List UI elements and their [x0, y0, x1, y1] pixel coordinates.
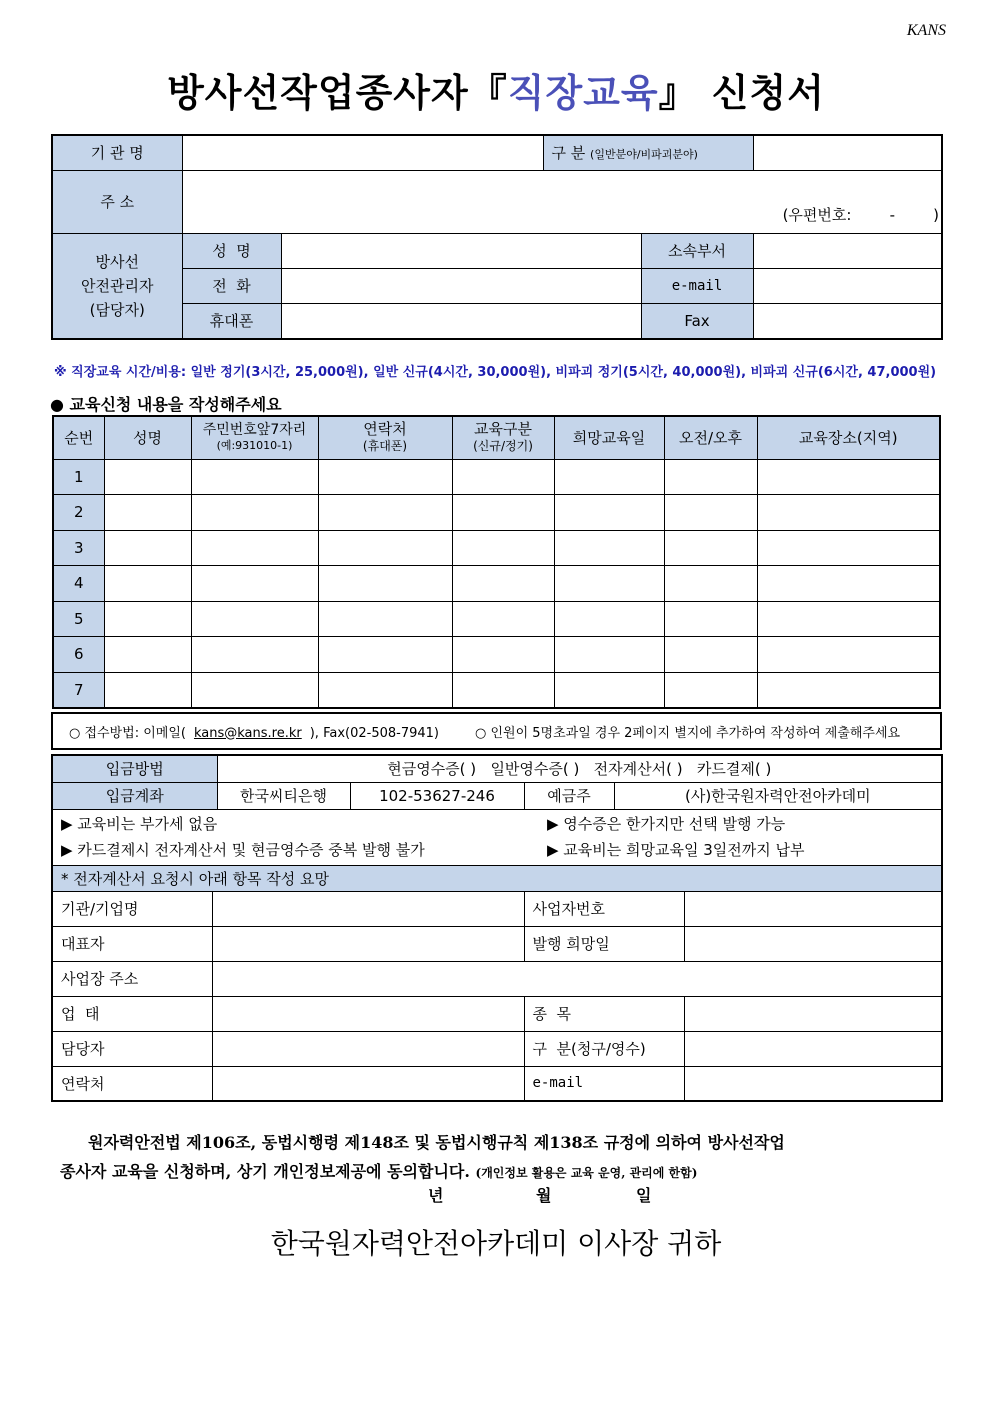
manager-email-field[interactable] [753, 268, 942, 303]
applicant-id-cell[interactable] [191, 672, 318, 708]
header-type-sub: (신규/정기) [473, 438, 533, 453]
manager-email-label: e-mail [641, 268, 753, 303]
manager-label-line2: 안전관리자 [81, 276, 154, 295]
header-date-text: 희망교육일 [572, 429, 646, 448]
applicant-ampm-cell[interactable] [664, 601, 757, 637]
applicant-place-cell[interactable] [757, 566, 940, 602]
applicant-contact-cell[interactable] [318, 495, 452, 531]
category-label-text: 구 분 [551, 144, 586, 163]
table-row [53, 566, 940, 602]
postal-code-label: (우편번호: - ) [782, 205, 939, 224]
applicant-name-cell[interactable] [104, 459, 191, 495]
invoice-biz-type-label: 업 태 [52, 996, 212, 1031]
invoice-phone-label: 연락처 [52, 1066, 212, 1101]
row-number: 3 [53, 530, 104, 566]
applicant-type-cell[interactable] [452, 459, 554, 495]
title-accent: 직장교육 [507, 70, 659, 115]
declaration-line-1: 원자력안전법 제106조, 동법시행령 제148조 및 동법시행규칙 제138조 규정에 의하여 방사선작업 [88, 1133, 785, 1152]
declaration-line-2-text: 종사자 교육을 신청하며, 상기 개인정보제공에 동의합니다. [60, 1162, 470, 1181]
title-suffix: 』 신청서 [658, 70, 825, 115]
invoice-email-field[interactable] [684, 1066, 942, 1101]
reception-info [51, 712, 942, 750]
invoice-phone-field[interactable] [212, 1066, 524, 1101]
invoice-biz-item-label: 종 목 [524, 996, 684, 1031]
manager-fax-field[interactable] [753, 303, 942, 339]
invoice-ceo-field[interactable] [212, 926, 524, 961]
manager-name-field[interactable] [281, 233, 641, 268]
applicant-place-cell[interactable] [757, 495, 940, 531]
institution-table [51, 134, 943, 340]
applicant-id-cell[interactable] [191, 459, 318, 495]
applicant-id-cell[interactable] [191, 566, 318, 602]
invoice-ceo-label: 대표자 [52, 926, 212, 961]
header-name-text: 성명 [133, 429, 162, 448]
reception-method-pre: ○ 접수방법: 이메일( [69, 725, 186, 741]
payment-note-2: ▶ 영수증은 한가지만 선택 발행 가능 [547, 815, 786, 833]
manager-label-line1: 방사선 [95, 252, 139, 271]
applicant-contact-cell[interactable] [318, 637, 452, 673]
invoice-address-field[interactable] [212, 961, 942, 996]
invoice-kind-label: 구 분(청구/영수) [524, 1031, 684, 1066]
institution-name-label: 기 관 명 [52, 135, 182, 170]
payment-holder: (사)한국원자력안전아카데미 [614, 782, 942, 809]
applicant-type-cell[interactable] [452, 566, 554, 602]
payment-note-3: ▶ 카드결제시 전자계산서 및 현금영수증 중복 발행 불가 [61, 841, 425, 859]
table-row [53, 495, 940, 531]
manager-mobile-field[interactable] [281, 303, 641, 339]
applicant-id-cell[interactable] [191, 637, 318, 673]
invoice-bizno-label: 사업자번호 [524, 891, 684, 926]
manager-dept-field[interactable] [753, 233, 942, 268]
row-number: 6 [53, 637, 104, 673]
applicant-id-cell[interactable] [191, 530, 318, 566]
header-ampm-text: 오전/오후 [678, 429, 742, 448]
header-name [104, 416, 191, 459]
header-place [757, 416, 940, 459]
declaration-line-2-paren: (개인정보 활용은 교육 운영, 관리에 한함) [475, 1166, 698, 1180]
header-ampm [664, 416, 757, 459]
invoice-kind-field[interactable] [684, 1031, 942, 1066]
applicant-contact-cell[interactable] [318, 459, 452, 495]
applicants-body [53, 459, 940, 708]
applicant-type-cell[interactable] [452, 672, 554, 708]
institution-name-field[interactable] [182, 135, 543, 170]
applicant-ampm-cell[interactable] [664, 566, 757, 602]
manager-fax-label: Fax [641, 303, 753, 339]
category-field[interactable] [753, 135, 942, 170]
applicant-ampm-cell[interactable] [664, 495, 757, 531]
invoice-bizno-field[interactable] [684, 891, 942, 926]
applicant-type-cell[interactable] [452, 495, 554, 531]
reception-method-post: ), Fax(02-508-7941) [309, 725, 439, 741]
applicant-date-cell[interactable] [554, 672, 664, 708]
applicant-type-cell[interactable] [452, 637, 554, 673]
applicants-table [52, 415, 941, 709]
header-date [554, 416, 664, 459]
table-row [53, 672, 940, 708]
manager-phone-label: 전 화 [182, 268, 281, 303]
reception-method [61, 722, 439, 741]
payment-note-4: ▶ 교육비는 희망교육일 3일전까지 납부 [547, 841, 805, 859]
payment-account-label: 입금계좌 [52, 782, 217, 809]
applicant-contact-cell[interactable] [318, 601, 452, 637]
header-seq-text: 순번 [64, 429, 94, 448]
category-label [543, 135, 753, 170]
manager-phone-field[interactable] [281, 268, 641, 303]
payment-holder-label: 예금주 [524, 782, 614, 809]
date-day: 일 [636, 1186, 652, 1205]
applicant-place-cell[interactable] [757, 637, 940, 673]
table-row [53, 601, 940, 637]
invoice-company-label: 기관/기업명 [52, 891, 212, 926]
table-row [53, 530, 940, 566]
reception-extra: ○ 인원이 5명초과일 경우 2페이지 별지에 추가하여 작성하여 제출해주세요 [474, 725, 901, 741]
applicant-date-cell[interactable] [554, 566, 664, 602]
payment-notes-row-2 [61, 837, 933, 863]
payment-notes [52, 809, 942, 865]
category-hint: (일반분야/비파괴분야) [590, 148, 698, 162]
payment-table [51, 754, 943, 1102]
applicant-id-cell[interactable] [191, 495, 318, 531]
applicant-place-cell[interactable] [757, 530, 940, 566]
header-id [191, 416, 318, 459]
invoice-issue-date-field[interactable] [684, 926, 942, 961]
applicant-ampm-cell[interactable] [664, 459, 757, 495]
manager-label [52, 233, 182, 339]
table-row [53, 459, 940, 495]
row-number: 4 [53, 566, 104, 602]
applicant-ampm-cell[interactable] [664, 530, 757, 566]
declaration [60, 1128, 940, 1188]
addressee: 한국원자력안전아카데미 이사장 귀하 [270, 1227, 722, 1260]
payment-method-label: 입금방법 [52, 755, 217, 782]
invoice-address-label: 사업장 주소 [52, 961, 212, 996]
applicant-contact-cell[interactable] [318, 530, 452, 566]
manager-label-line3: (담당자) [89, 300, 145, 319]
header-id-text: 주민번호앞7자리 [202, 421, 307, 438]
applicant-date-cell[interactable] [554, 530, 664, 566]
invoice-issue-date-label: 발행 희망일 [524, 926, 684, 961]
payment-note-1: ▶ 교육비는 부가세 없음 [61, 815, 218, 833]
header-id-sub: (예:931010-1) [216, 438, 293, 452]
applicant-name-cell[interactable] [104, 530, 191, 566]
header-seq [53, 416, 104, 459]
applicant-ampm-cell[interactable] [664, 672, 757, 708]
header-place-text: 교육장소(지역) [798, 429, 898, 448]
invoice-email-label: e-mail [524, 1066, 684, 1101]
invoice-title: * 전자계산서 요청시 아래 항목 작성 요망 [52, 865, 942, 891]
document-code: KANS [906, 22, 946, 39]
applicant-name-cell[interactable] [104, 601, 191, 637]
payment-notes-row-1 [61, 811, 933, 837]
address-label: 주 소 [52, 170, 182, 233]
applicant-name-cell[interactable] [104, 495, 191, 531]
applicant-name-cell[interactable] [104, 637, 191, 673]
page-title [0, 62, 992, 117]
date-month: 월 [536, 1186, 552, 1205]
applicant-ampm-cell[interactable] [664, 637, 757, 673]
invoice-company-field[interactable] [212, 891, 524, 926]
section-title: ● 교육신청 내용을 작성해주세요 [50, 395, 282, 414]
applicant-type-cell[interactable] [452, 530, 554, 566]
invoice-contact-person-label: 담당자 [52, 1031, 212, 1066]
header-type-text: 교육구분 [474, 419, 532, 438]
applicant-place-cell[interactable] [757, 459, 940, 495]
date-year: 년 [428, 1186, 444, 1205]
invoice-contact-person-field[interactable] [212, 1031, 524, 1066]
payment-account-no: 102-53627-246 [350, 782, 524, 809]
header-contact [318, 416, 452, 459]
applicant-place-cell[interactable] [757, 672, 940, 708]
applicant-place-cell[interactable] [757, 601, 940, 637]
applicant-date-cell[interactable] [554, 495, 664, 531]
row-number: 5 [53, 601, 104, 637]
reception-email-link[interactable]: kans@kans.re.kr [193, 725, 302, 741]
applicants-header-row [53, 416, 940, 459]
payment-method-options[interactable]: 현금영수증( ) 일반영수증( ) 전자계산서( ) 카드결제( ) [217, 755, 942, 782]
row-number: 1 [53, 459, 104, 495]
applicant-date-cell[interactable] [554, 459, 664, 495]
applicant-type-cell[interactable] [452, 601, 554, 637]
table-row [53, 637, 940, 673]
fee-note: ※ 직장교육 시간/비용: 일반 정기(3시간, 25,000원), 일반 신규(4시간, 30,000원), 비파괴 정기(5시간, 40,000원), 비파괴 신규(6시간, 47,000원) [54, 365, 937, 380]
invoice-biz-type-field[interactable] [212, 996, 524, 1031]
manager-mobile-label: 휴대폰 [182, 303, 281, 339]
invoice-biz-item-field[interactable] [684, 996, 942, 1031]
row-number: 2 [53, 495, 104, 531]
manager-dept-label: 소속부서 [641, 233, 753, 268]
address-field[interactable] [182, 170, 942, 233]
applicant-name-cell[interactable] [104, 672, 191, 708]
payment-bank: 한국씨티은행 [217, 782, 350, 809]
manager-name-label: 성 명 [182, 233, 281, 268]
header-type [452, 416, 554, 459]
declaration-line-2 [60, 1157, 940, 1188]
applicant-id-cell[interactable] [191, 601, 318, 637]
applicant-name-cell[interactable] [104, 566, 191, 602]
title-prefix: 방사선작업종사자『 [167, 70, 508, 115]
header-contact-sub: (휴대폰) [362, 438, 408, 453]
applicant-contact-cell[interactable] [318, 566, 452, 602]
row-number: 7 [53, 672, 104, 708]
header-contact-text: 연락처 [363, 419, 407, 438]
applicant-date-cell[interactable] [554, 601, 664, 637]
applicant-contact-cell[interactable] [318, 672, 452, 708]
applicant-date-cell[interactable] [554, 637, 664, 673]
